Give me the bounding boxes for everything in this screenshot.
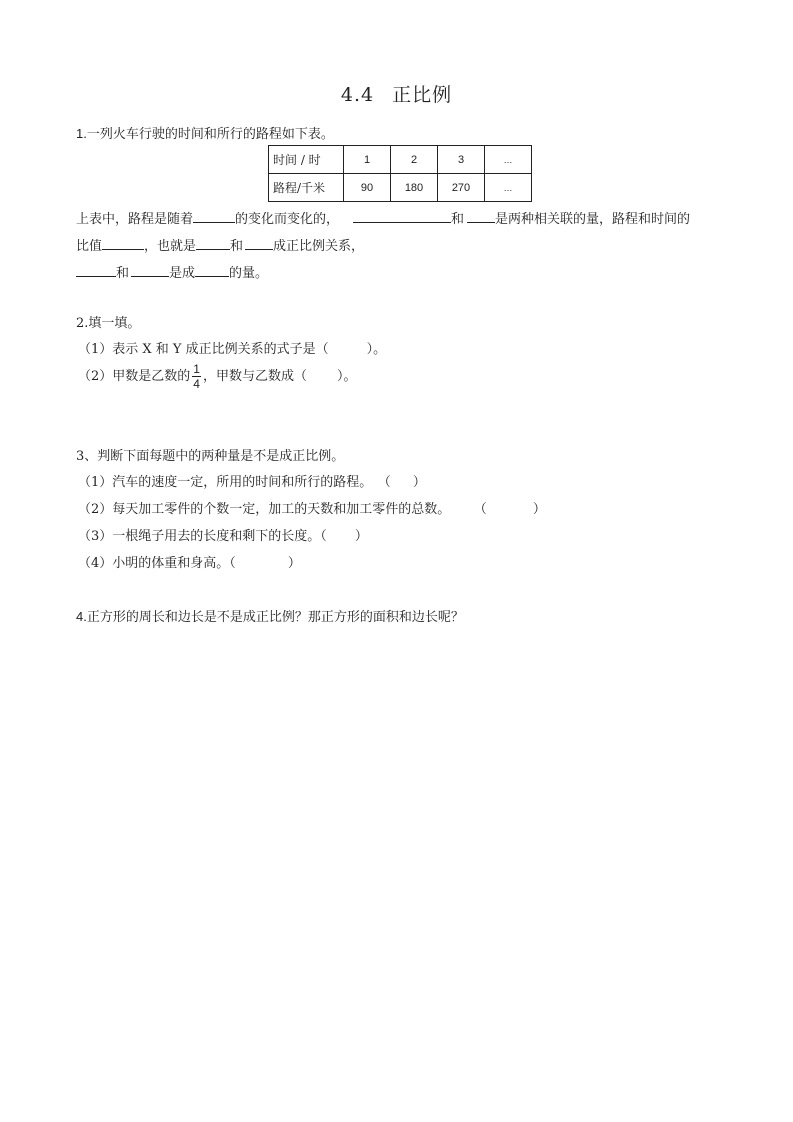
section-number: 4.4 <box>340 84 375 106</box>
question-2-item-1 <box>78 343 386 356</box>
paren-close: ） <box>532 502 546 517</box>
text: 一根绳子用去的长度和剩下的长度。 <box>112 529 321 544</box>
text: ）。 <box>337 369 357 384</box>
question-3-item-2 <box>78 503 546 516</box>
answer-blank[interactable] <box>195 263 229 277</box>
paren-close: ） <box>287 556 301 571</box>
question-1-line-3 <box>76 263 268 280</box>
text: 汽车的速度一定，所用的时间和所行的路程。 <box>112 475 373 490</box>
fraction <box>192 362 201 391</box>
question-3-heading: 3、判断下面每题中的两种量是不是成正比例。 <box>76 449 345 464</box>
text: ）。 <box>366 342 387 357</box>
text: 是成 <box>169 266 196 281</box>
section-title: 正比例 <box>392 84 453 106</box>
answer-blank[interactable] <box>245 236 273 250</box>
table-cell: 90 <box>344 174 391 202</box>
table-cell: … <box>485 174 532 202</box>
text: 和 <box>451 212 465 227</box>
question-1-label: 1. <box>76 126 87 141</box>
question-2-item-2 <box>78 362 357 391</box>
answer-blank[interactable] <box>76 263 116 277</box>
text: 成正比例关系， <box>273 239 365 254</box>
item-index: （4） <box>78 556 113 571</box>
text: ，甲数与乙数成（ <box>202 369 307 384</box>
question-2-heading: 2.填一填。 <box>76 316 141 331</box>
paren-open: （ <box>480 502 487 517</box>
answer-blank[interactable] <box>196 236 230 250</box>
question-4 <box>76 610 464 624</box>
question-3-item-1 <box>78 476 426 489</box>
text: 的量。 <box>229 266 269 281</box>
item-index: （1） <box>78 342 113 357</box>
question-1-prompt <box>76 127 334 141</box>
table-row <box>269 174 532 202</box>
text: 甲数是乙数的 <box>112 369 191 384</box>
text: 的变化而变化的， <box>235 212 340 227</box>
answer-blank[interactable] <box>353 209 451 223</box>
table-cell: 3 <box>438 146 485 174</box>
page-title <box>0 86 793 105</box>
question-3-item-4 <box>78 557 301 570</box>
text: 是两种相关联的量，路程和时间的 <box>495 212 691 227</box>
paren-open: （ <box>320 529 327 544</box>
text: ，也就是 <box>144 239 197 254</box>
question-1-line-1 <box>76 209 690 226</box>
text: 上表中，路程是随着 <box>76 212 194 227</box>
table-cell: 2 <box>391 146 438 174</box>
item-index: （3） <box>78 529 113 544</box>
item-index: （2） <box>78 502 113 517</box>
question-1-line-2 <box>76 236 364 253</box>
item-index: （2） <box>78 369 113 384</box>
text: 和 <box>230 239 244 254</box>
paren-open: （ <box>229 556 236 571</box>
paren-close: ） <box>354 529 368 544</box>
text: 和 <box>116 266 130 281</box>
text: 比值 <box>76 239 103 254</box>
table-cell: … <box>485 146 532 174</box>
table-cell: 1 <box>344 146 391 174</box>
text: 每天加工零件的个数一定，加工的天数和加工零件的总数。 <box>112 502 451 517</box>
question-1-text: 一列火车行驶的时间和所行的路程如下表。 <box>86 127 334 142</box>
question-3-item-3 <box>78 530 368 543</box>
answer-blank[interactable] <box>467 209 495 223</box>
fraction-denominator: 4 <box>193 377 200 391</box>
text: 表示 X 和 Y 成正比例关系的式子是（ <box>112 342 329 357</box>
question-4-text: 正方形的周长和边长是不是成正比例？那正方形的面积和边长呢？ <box>86 610 464 625</box>
question-4-label: 4. <box>76 609 87 624</box>
row-header-distance: 路程/千米 <box>269 174 344 202</box>
paren-close: ） <box>412 475 426 490</box>
paren-open: （ <box>384 475 391 490</box>
answer-blank[interactable] <box>193 209 235 223</box>
answer-blank[interactable] <box>131 263 169 277</box>
table-cell: 270 <box>438 174 485 202</box>
answer-blank[interactable] <box>102 236 144 250</box>
item-index: （1） <box>78 475 113 490</box>
time-distance-table <box>268 145 532 202</box>
row-header-time: 时间 / 时 <box>269 146 344 174</box>
table-row <box>269 146 532 174</box>
table-cell: 180 <box>391 174 438 202</box>
fraction-numerator: 1 <box>193 362 200 376</box>
text: 小明的体重和身高。 <box>112 556 230 571</box>
